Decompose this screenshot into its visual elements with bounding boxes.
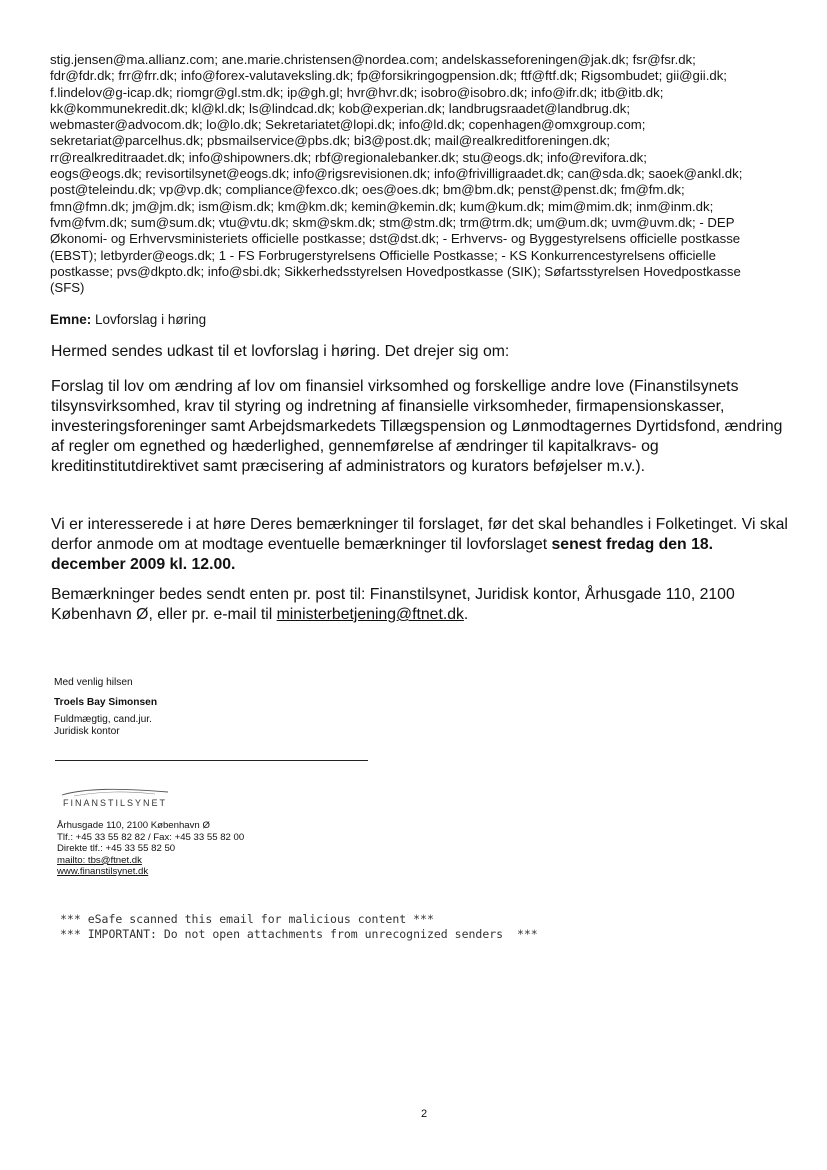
esafe-line-2: *** IMPORTANT: Do not open attachments from unrecognized senders *** [60, 927, 538, 941]
contact-mailto-link[interactable]: mailto: tbs@ftnet.dk [57, 854, 142, 866]
esafe-line-1: *** eSafe scanned this email for malicious content *** [60, 912, 434, 926]
recipient-line: fdr@fdr.dk; frr@frr.dk; info@forex-valutaveksling.dk; fp@forsikringogpension.dk; ftf@ftf.dk; Rigsombudet; gii@gii.dk; [50, 68, 727, 84]
signature-name: Troels Bay Simonsen [54, 697, 158, 708]
contact-direct-phone: Direkte tlf.: +45 33 55 82 50 [57, 843, 176, 855]
recipient-line: fvm@fvm.dk; sum@sum.dk; vtu@vtu.dk; skm@skm.dk; stm@stm.dk; trm@trm.dk; um@um.dk; uvm@uvm.dk; - DEP [50, 214, 735, 230]
recipient-line: postkasse; pvs@dkpto.dk; info@sbi.dk; Sikkerhedsstyrelsen Hovedpostkasse (SIK); Søfartsstyrelsen Hovedpostkasse [50, 263, 741, 279]
contact-phone-fax: Tlf.: +45 33 55 82 82 / Fax: +45 33 55 82 00 [57, 831, 245, 843]
submission-text: Bemærkninger bedes sendt enten pr. post til: Finanstilsynet, Juridisk kontor, Århusgade 110, 2100 København Ø, eller pr. e-mail til [51, 586, 735, 623]
signature-greeting: Med venlig hilsen [54, 677, 133, 688]
recipient-line: post@teleindu.dk; vp@vp.dk; compliance@fexco.dk; oes@oes.dk; bm@bm.dk; penst@penst.dk; fm@fm.dk; [50, 182, 685, 198]
request-text: Vi er interesserede i at høre Deres bemærkninger til forslaget, før det skal behandles i Folketinget. Vi skal derfor anmode om at modtage eventuelle bemærkninger til lovforslaget [51, 516, 788, 553]
request-paragraph [51, 515, 791, 575]
submission-end: . [463, 606, 469, 623]
recipient-line: (SFS) [50, 280, 85, 296]
contact-address: Århusgade 110, 2100 København Ø [57, 820, 210, 831]
contact-website-link[interactable]: www.finanstilsynet.dk [57, 866, 149, 878]
subject-line [50, 312, 206, 328]
signature-divider [55, 760, 368, 761]
esafe-scan-notice [60, 912, 538, 942]
signature-department: Juridisk kontor [54, 726, 120, 737]
page-number: 2 [421, 1108, 428, 1120]
proposal-paragraph: Forslag til lov om ændring af lov om finansiel virksomhed og forskellige andre love (Finanstilsynets tilsynsvirksomhed, krav til styring og indretning af finansielle virksomheder, firmapensionskasser, investeringsforeninger samt Arbejdsmarkedets Tillægspension og Lønmodtagernes Dyrtidsfond, ændring af regler om egnethed og hæderlighed, gennemførelse af ændringer til kapitalkravs- og kreditinstitutdirektivet samt præcisering af administrators og kurators beføjelser m.v.). [51, 378, 783, 475]
recipient-line: f.lindelov@g-icap.dk; riomgr@gl.stm.dk; ip@gh.gl; hvr@hvr.dk; isobro@isobro.dk; info@ifr.dk; itb@itb.dk; [50, 84, 664, 100]
recipient-line: stig.jensen@ma.allianz.com; ane.marie.christensen@nordea.com; andelskasseforeningen@jak.dk; fsr@fsr.dk; [50, 52, 696, 67]
logo-swoosh-icon [60, 786, 170, 798]
recipient-line: webmaster@advocom.dk; lo@lo.dk; Sekretariatet@lopi.dk; info@ld.dk; copenhagen@omxgroup.com; [50, 117, 646, 133]
recipient-line: (EBST); letbyrder@eogs.dk; 1 - FS Forbrugerstyrelsens Officielle Postkasse; - KS Konkurrencestyrelsens officielle [50, 247, 716, 263]
subject-label: Emne: [50, 312, 92, 327]
contact-details [57, 820, 244, 878]
recipient-line: rr@realkreditraadet.dk; info@shipowners.dk; rbf@regionalebanker.dk; stu@eogs.dk; info@revifora.dk; [50, 149, 647, 165]
signature-title: Fuldmægtig, cand.jur. [54, 714, 152, 725]
subject-value: Lovforslag i høring [95, 312, 207, 327]
recipient-line: fmn@fmn.dk; jm@jm.dk; ism@ism.dk; km@km.dk; kemin@kemin.dk; kum@kum.dk; mim@mim.dk; inm@inm.dk; [50, 198, 714, 214]
submission-email-link[interactable]: ministerbetjening@ftnet.dk [276, 606, 464, 623]
deadline-text: senest fredag den 18. december 2009 kl. 12.00. [51, 536, 714, 573]
recipient-line: kk@kommunekredit.dk; kl@kl.dk; ls@lindcad.dk; kob@experian.dk; landbrugsraadet@landbrug.dk; [50, 100, 631, 116]
signature-block [54, 676, 157, 738]
intro-paragraph: Hermed sendes udkast til et lovforslag i høring. Det drejer sig om: [51, 343, 510, 360]
recipient-line: Økonomi- og Erhvervsministeriets officielle postkasse; dst@dst.dk; - Erhvervs- og Byggestyrelsens officielle postkasse [50, 231, 741, 247]
recipient-line: sekretariat@parcelhus.dk; pbsmailservice@pbs.dk; bi3@post.dk; mail@realkreditforeningen.dk; [50, 133, 611, 149]
logo-text: FINANSTILSYNET [63, 798, 168, 808]
recipient-list [50, 52, 790, 296]
finanstilsynet-logo [60, 786, 200, 814]
submission-paragraph [51, 585, 791, 625]
recipient-line: eogs@eogs.dk; revisortilsynet@eogs.dk; info@rigsrevisionen.dk; info@frivilligraadet.dk; can@sda.dk; saoek@ankl.dk; [50, 166, 743, 182]
